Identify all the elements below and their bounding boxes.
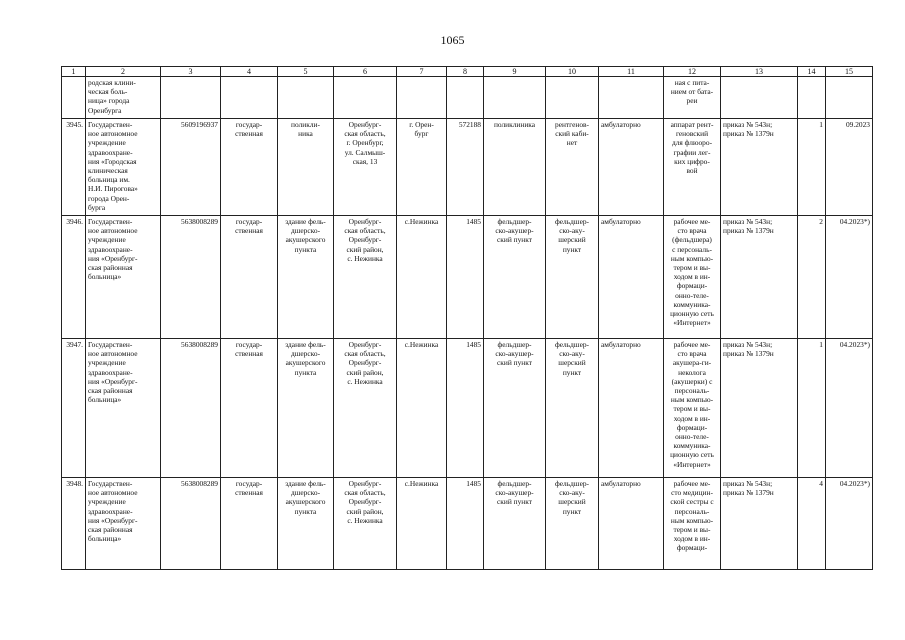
population: 1485 (447, 339, 484, 478)
building-type: здание фель- дшерско- акушерского пункта (278, 478, 334, 570)
department: фельдшер- ско-аку- шерский пункт (546, 478, 599, 570)
organization-name: Государствен- ное автономное учреждение здравоохране- ния «Городская клиническая больница им. Н.И. Пирогова» города Орен- бурга (86, 119, 161, 216)
address: Оренбург- ская область, г. Оренбург, ул. Салмыш- ская, 13 (334, 119, 397, 216)
building-type (278, 77, 334, 119)
page-number: 1065 (440, 33, 465, 47)
equipment: ная с пита- нием от бата- реи (664, 77, 721, 119)
table-row (62, 119, 873, 216)
row-number: 3948. (62, 478, 86, 570)
locality (397, 77, 447, 119)
organization-name: Государствен- ное автономное учреждение здравоохране- ния «Оренбург- ская районная больница» (86, 478, 161, 570)
ownership-form (221, 77, 278, 119)
column-number: 3 (161, 67, 221, 77)
population: 572188 (447, 119, 484, 216)
quantity: 4 (798, 478, 826, 570)
equipment: аппарат рент- геновский для флюоро- графии лег- ких цифро- вой (664, 119, 721, 216)
locality: с.Нежинка (397, 216, 447, 339)
population (447, 77, 484, 119)
care-conditions (599, 77, 664, 119)
row-number: 3947. (62, 339, 86, 478)
table-row (62, 339, 873, 478)
regulation: приказ № 543н; приказ № 1379н (721, 478, 798, 570)
unit-type: поликлиника (484, 119, 546, 216)
due-date: 09.2023 (826, 119, 873, 216)
unit-type: фельдшер- ско-акушер- ский пункт (484, 216, 546, 339)
population: 1485 (447, 216, 484, 339)
column-number: 1 (62, 67, 86, 77)
population: 1485 (447, 478, 484, 570)
column-number: 14 (798, 67, 826, 77)
building-type: здание фель- дшерско- акушерского пункта (278, 216, 334, 339)
unit-type (484, 77, 546, 119)
column-number: 8 (447, 67, 484, 77)
regulation: приказ № 543н; приказ № 1379н (721, 339, 798, 478)
column-number: 9 (484, 67, 546, 77)
organization-name: Государствен- ное автономное учреждение здравоохране- ния «Оренбург- ская районная больница» (86, 216, 161, 339)
equipment: рабочее ме- сто врача акушера-ги- неколога (акушерки) с персональ- ным компью- тером и вы- ходом в ин- формаци- онно-теле- коммуника- ционную сеть «Интернет» (664, 339, 721, 478)
department (546, 77, 599, 119)
column-number-row (62, 67, 873, 77)
ownership-form: государ- ственная (221, 119, 278, 216)
care-conditions: амбулаторно (599, 478, 664, 570)
column-number: 6 (334, 67, 397, 77)
inn: 5638008289 (161, 216, 221, 339)
due-date: 04.2023*) (826, 216, 873, 339)
column-number: 2 (86, 67, 161, 77)
quantity: 1 (798, 339, 826, 478)
column-number: 12 (664, 67, 721, 77)
column-number: 7 (397, 67, 447, 77)
care-conditions: амбулаторно (599, 339, 664, 478)
regulation: приказ № 543н; приказ № 1379н (721, 119, 798, 216)
regulation (721, 77, 798, 119)
quantity (798, 77, 826, 119)
inn: 5638008289 (161, 478, 221, 570)
locality: с.Нежинка (397, 478, 447, 570)
column-number: 10 (546, 67, 599, 77)
building-type: здание фель- дшерско- акушерского пункта (278, 339, 334, 478)
ownership-form: государ- ственная (221, 216, 278, 339)
care-conditions: амбулаторно (599, 119, 664, 216)
locality: г. Орен- бург (397, 119, 447, 216)
row-number: 3945. (62, 119, 86, 216)
department: фельдшер- ско-аку- шерский пункт (546, 339, 599, 478)
address (334, 77, 397, 119)
inn (161, 77, 221, 119)
department: рентгенов- ский каби- нет (546, 119, 599, 216)
ownership-form: государ- ственная (221, 478, 278, 570)
locality: с.Нежинка (397, 339, 447, 478)
column-number: 11 (599, 67, 664, 77)
column-number: 13 (721, 67, 798, 77)
due-date: 04.2023*) (826, 478, 873, 570)
row-number: 3946. (62, 216, 86, 339)
ownership-form: государ- ственная (221, 339, 278, 478)
building-type: поликли- ника (278, 119, 334, 216)
unit-type: фельдшер- ско-акушер- ский пункт (484, 339, 546, 478)
quantity: 1 (798, 119, 826, 216)
row-number (62, 77, 86, 119)
department: фельдшер- ско-аку- шерский пункт (546, 216, 599, 339)
due-date: 04.2023*) (826, 339, 873, 478)
inn: 5609196937 (161, 119, 221, 216)
column-number: 4 (221, 67, 278, 77)
table-row (62, 478, 873, 570)
address: Оренбург- ская область, Оренбург- ский район, с. Нежинка (334, 478, 397, 570)
organization-name: Государствен- ное автономное учреждение здравоохране- ния «Оренбург- ская районная больница» (86, 339, 161, 478)
table-row (62, 216, 873, 339)
quantity: 2 (798, 216, 826, 339)
unit-type: фельдшер- ско-акушер- ский пункт (484, 478, 546, 570)
inn: 5638008289 (161, 339, 221, 478)
equipment: рабочее ме- сто врача (фельдшера) с персональ- ным компью- тером и вы- ходом в ин- формаци- онно-теле- коммуника- ционную сеть «Интернет» (664, 216, 721, 339)
organization-name: родская клини- ческая боль- ница» города Оренбурга (86, 77, 161, 119)
address: Оренбург- ская область, Оренбург- ский район, с. Нежинка (334, 216, 397, 339)
equipment: рабочее ме- сто медицин- ской сестры с персональ- ным компью- тером и вы- ходом в ин- формаци- (664, 478, 721, 570)
care-conditions: амбулаторно (599, 216, 664, 339)
column-number: 15 (826, 67, 873, 77)
address: Оренбург- ская область, Оренбург- ский район, с. Нежинка (334, 339, 397, 478)
table-row (62, 77, 873, 119)
due-date (826, 77, 873, 119)
column-number: 5 (278, 67, 334, 77)
regulation: приказ № 543н; приказ № 1379н (721, 216, 798, 339)
register-table (61, 66, 873, 570)
